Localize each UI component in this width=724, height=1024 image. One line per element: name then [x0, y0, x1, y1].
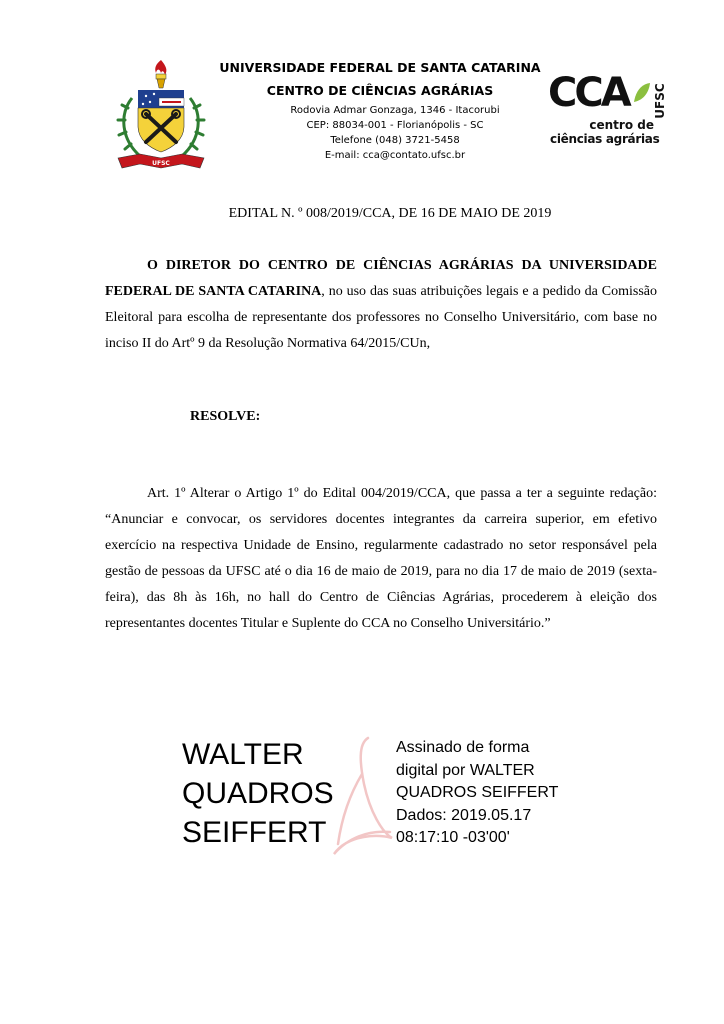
document-title-number: EDITAL N. º 008/2019/CCA — [228, 206, 392, 221]
article-text: Art. 1º Alterar o Artigo 1º do Edital 004/2019/CCA, que passa a ter a seguinte redação: “Anunciar e convocar, os servidores docentes integrantes da carreira superior, em efetivo exercício na respectiva Unidade de Ensino, regularmente cadastrado no setor responsável pela gestão de pessoas da UFSC até o dia 16 de maio de 2019, para no dia 17 de maio de 2019 (sexta-feira), das 8h às 16h, no hall do Centro de Ciências Agrárias, procederem à eleição dos representantes docentes Titular e Suplente do CCA no Conselho Universitário.” — [105, 486, 657, 631]
cca-logo — [548, 70, 672, 152]
ufsc-seal-icon — [110, 58, 212, 176]
signature-detail-line: Assinado de forma — [396, 739, 530, 756]
phone-line: Telefone (048) 3721-5458 — [330, 135, 460, 146]
signature-details — [396, 737, 558, 850]
cca-logo-side: UFSC — [653, 83, 667, 119]
cca-logo-acronym: CCA — [548, 70, 629, 116]
leaf-icon — [632, 82, 652, 104]
email-line: E-mail: cca@contato.ufsc.br — [324, 150, 466, 161]
university-name: UNIVERSIDADE FEDERAL DE SANTA CATARINA — [219, 60, 541, 75]
resolve-heading: RESOLVE: — [190, 409, 261, 424]
article-paragraph — [105, 481, 657, 637]
signer-name — [182, 735, 334, 852]
preamble-paragraph — [105, 253, 657, 357]
preamble-authority: O DIRETOR DO CENTRO DE CIÊNCIAS AGRÁRIAS DA UNIVERSIDADE FEDERAL DE SANTA CATARINA — [105, 258, 657, 299]
signer-name-line: WALTER — [182, 738, 304, 771]
address-line: Rodovia Admar Gonzaga, 1346 - Itacorubi — [290, 105, 500, 116]
signature-detail-line: QUADROS SEIFFERT — [396, 784, 559, 801]
document-title-date: , DE 16 DE MAIO DE 2019 — [391, 206, 552, 221]
preamble-text: , no uso das suas atribuições legais e a pedido da Comissão Eleitoral para escolha de representante dos professores no Conselho Universitário, com base no inciso II do Artº 9 da Resolução Normativa 64/2015/CUn, — [105, 284, 657, 351]
center-name: CENTRO DE CIÊNCIAS AGRÁRIAS — [266, 83, 494, 98]
signature-detail-line: digital por WALTER — [396, 761, 535, 779]
signer-name-line: QUADROS — [182, 777, 334, 810]
signer-name-line: SEIFFERT — [182, 816, 327, 849]
signature-time-line: 08:17:10 -03'00' — [396, 829, 510, 846]
signature-date-line: Dados: 2019.05.17 — [396, 806, 532, 824]
postal-line: CEP: 88034-001 - Florianópolis - SC — [306, 120, 484, 131]
seal-ribbon-label: UFSC — [152, 160, 170, 167]
cca-logo-line1: centro de — [589, 118, 654, 132]
document-title — [110, 206, 670, 222]
cca-logo-line2: ciências agrárias — [550, 132, 660, 146]
ufsc-seal — [110, 58, 212, 176]
signature-mark-icon — [328, 734, 398, 860]
